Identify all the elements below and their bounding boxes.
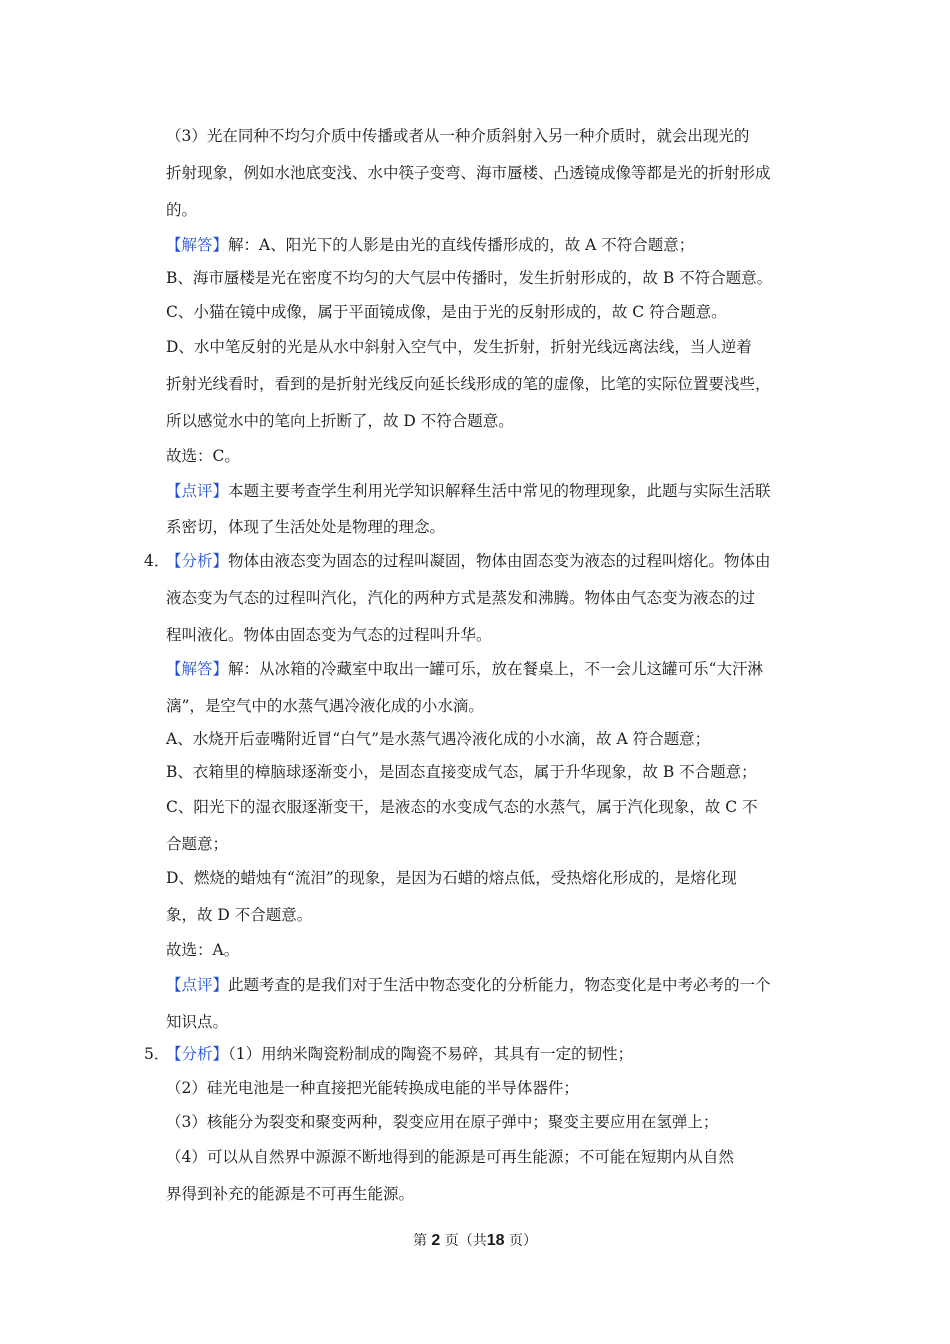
q3-answer-line-6: 所以感觉水中的笔向上折断了，故 D 不符合题意。: [166, 412, 514, 430]
footer-prefix: 第: [412, 1233, 427, 1249]
footer-suffix: 页）: [509, 1233, 538, 1249]
q4-analysis-line-1: [166, 551, 771, 571]
q4-analysis-text: 物体由液态变为固态的过程叫凝固，物体由固态变为液态的过程叫熔化。物体由: [228, 552, 771, 570]
q4-analysis-line-2: 液态变为气态的过程叫汽化，汽化的两种方式是蒸发和沸腾。物体由气态变为液态的过: [166, 589, 756, 607]
q5-analysis-text: （1）用纳米陶瓷粉制成的陶瓷不易碎，其具有一定的韧性；: [228, 1045, 634, 1063]
q3-comment-line-2: 系密切，体现了生活处处是物理的理念。: [166, 518, 446, 536]
q3-analysis-line-2: 折射现象，例如水池底变浅、水中筷子变弯、海市蜃楼、凸透镜成像等都是光的折射形成: [166, 164, 771, 182]
q4-analysis-line-3: 程叫液化。物体由固态变为气态的过程叫升华。: [166, 626, 492, 644]
q4-answer-tag: 【解答】: [166, 660, 229, 678]
q3-comment-text: 本题主要考查学生利用光学知识解释生活中常见的物理现象，此题与实际生活联: [228, 482, 771, 500]
q3-answer-line-1: [166, 235, 694, 255]
q4-comment-line-1: [166, 975, 771, 995]
q5-number: 5．: [144, 1045, 170, 1063]
q4-answer-line-1: [166, 659, 763, 679]
q4-answer-text: 解：从冰箱的冷藏室中取出一罐可乐，放在餐桌上，不一会儿这罐可乐“大汗淋: [228, 660, 763, 678]
q3-comment-tag: 【点评】: [166, 482, 229, 500]
q5-analysis-line-1: [166, 1044, 633, 1064]
q4-answer-line-7: D、燃烧的蜡烛有“流泪”的现象，是因为石蜡的熔点低，受热熔化形成的，是熔化现: [166, 869, 737, 887]
q3-answer-line-2: B、海市蜃楼是光在密度不均匀的大气层中传播时，发生折射形成的，故 B 不符合题意。: [166, 269, 773, 287]
q5-analysis-line-3: （3）核能分为裂变和聚变两种，裂变应用在原子弹中；聚变主要应用在氢弹上；: [166, 1113, 719, 1131]
q4-answer-line-4: B、衣箱里的樟脑球逐渐变小，是固态直接变成气态，属于升华现象，故 B 不合题意；: [166, 763, 757, 781]
q3-answer-line-3: C、小猫在镜中成像，属于平面镜成像，是由于光的反射形成的，故 C 符合题意。: [166, 303, 727, 321]
page-footer: [0, 1231, 950, 1251]
q3-answer-line-5: 折射光线看时，看到的是折射光线反向延长线形成的笔的虚像，比笔的实际位置要浅些，: [166, 375, 771, 393]
q5-analysis-line-2: （2）硅光电池是一种直接把光能转换成电能的半导体器件；: [166, 1079, 579, 1097]
q4-answer-line-6: 合题意；: [166, 835, 229, 853]
q5-analysis-tag: 【分析】: [166, 1045, 229, 1063]
footer-total-pages: 18: [486, 1232, 505, 1249]
q5-analysis-line-5: 界得到补充的能源是不可再生能源。: [166, 1185, 415, 1203]
q3-answer-text: 解：A、阳光下的人影是由光的直线传播形成的，故 A 不符合题意；: [228, 236, 695, 254]
q4-answer-line-9: 故选：A。: [166, 941, 240, 959]
q4-comment-tag: 【点评】: [166, 976, 229, 994]
q3-analysis-line-1: （3）光在同种不均匀介质中传播或者从一种介质斜射入另一种介质时，就会出现光的: [166, 127, 750, 145]
q3-answer-tag: 【解答】: [166, 236, 229, 254]
q4-answer-line-8: 象，故 D 不合题意。: [166, 906, 313, 924]
q4-answer-line-3: A、水烧开后壶嘴附近冒“白气”是水蒸气遇冷液化成的小水滴，故 A 符合题意；: [166, 730, 711, 748]
q4-analysis-tag: 【分析】: [166, 552, 229, 570]
q3-answer-line-4: D、水中笔反射的光是从水中斜射入空气中，发生折射，折射光线远离法线，当人逆着: [166, 338, 752, 356]
q4-number: 4．: [144, 552, 170, 570]
q4-comment-text: 此题考查的是我们对于生活中物态变化的分析能力，物态变化是中考必考的一个: [228, 976, 771, 994]
q5-analysis-line-4: （4）可以从自然界中源源不断地得到的能源是可再生能源；不可能在短期内从自然: [166, 1148, 734, 1166]
q4-comment-line-2: 知识点。: [166, 1013, 229, 1031]
q3-comment-line-1: [166, 481, 771, 501]
footer-page-number: 2: [431, 1232, 441, 1249]
q3-answer-line-7: 故选：C。: [166, 447, 240, 465]
footer-middle: 页（共: [444, 1233, 487, 1249]
q3-analysis-line-3: 的。: [166, 201, 198, 219]
q4-answer-line-2: 漓”，是空气中的水蒸气遇冷液化成的小水滴。: [166, 697, 484, 715]
q4-answer-line-5: C、阳光下的湿衣服逐渐变干，是液态的水变成气态的水蒸气，属于汽化现象，故 C 不: [166, 798, 758, 816]
